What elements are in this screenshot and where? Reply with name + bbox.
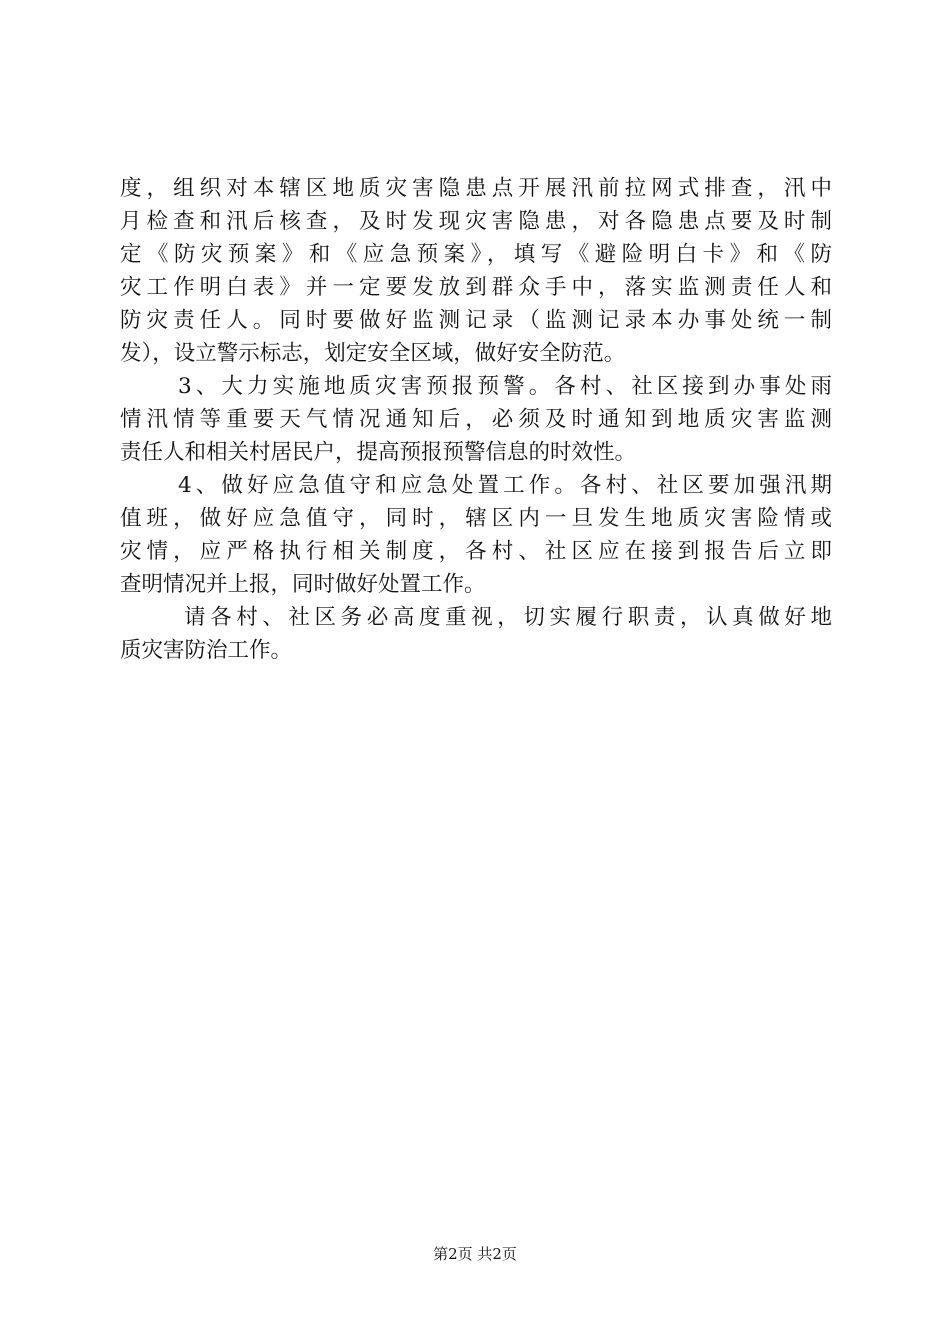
paragraph-line: 度，组织对本辖区地质灾害隐患点开展汛前拉网式排查，汛中	[120, 176, 832, 201]
paragraph-line: 防灾责任人。同时要做好监测记录（监测记录本办事处统一制	[120, 308, 832, 333]
paragraph-line: 值班，做好应急值守，同时，辖区内一旦发生地质灾害险情或	[120, 506, 832, 531]
paragraph-line: 定《防灾预案》和《应急预案》，填写《避险明白卡》和《防	[120, 242, 832, 267]
paragraph-line: 发），设立警示标志，划定安全区域，做好安全防范。	[120, 341, 626, 366]
paragraph-line: 查明情况并上报，同时做好处置工作。	[120, 572, 486, 597]
paragraph-line: 情汛情等重要天气情况通知后，必须及时通知到地质灾害监测	[120, 407, 832, 432]
paragraph-line: 灾情，应严格执行相关制度，各村、社区应在接到报告后立即	[120, 539, 832, 564]
paragraph-line: 请各村、社区务必高度重视，切实履行职责，认真做好地	[184, 605, 832, 630]
paragraph-line: 4、做好应急值守和应急处置工作。各村、社区要加强汛期	[178, 473, 832, 498]
paragraph-line: 3、大力实施地质灾害预报预警。各村、社区接到办事处雨	[178, 374, 832, 399]
page-number-footer: 第2页 共2页	[433, 1245, 517, 1263]
paragraph-line: 责任人和相关村居民户，提高预报预警信息的时效性。	[120, 440, 637, 465]
document-body	[120, 172, 832, 667]
paragraph-line: 月检查和汛后核查，及时发现灾害隐患，对各隐患点要及时制	[120, 209, 832, 234]
paragraph-line: 质灾害防治工作。	[120, 638, 293, 663]
paragraph-line: 灾工作明白表》并一定要发放到群众手中，落实监测责任人和	[120, 275, 832, 300]
